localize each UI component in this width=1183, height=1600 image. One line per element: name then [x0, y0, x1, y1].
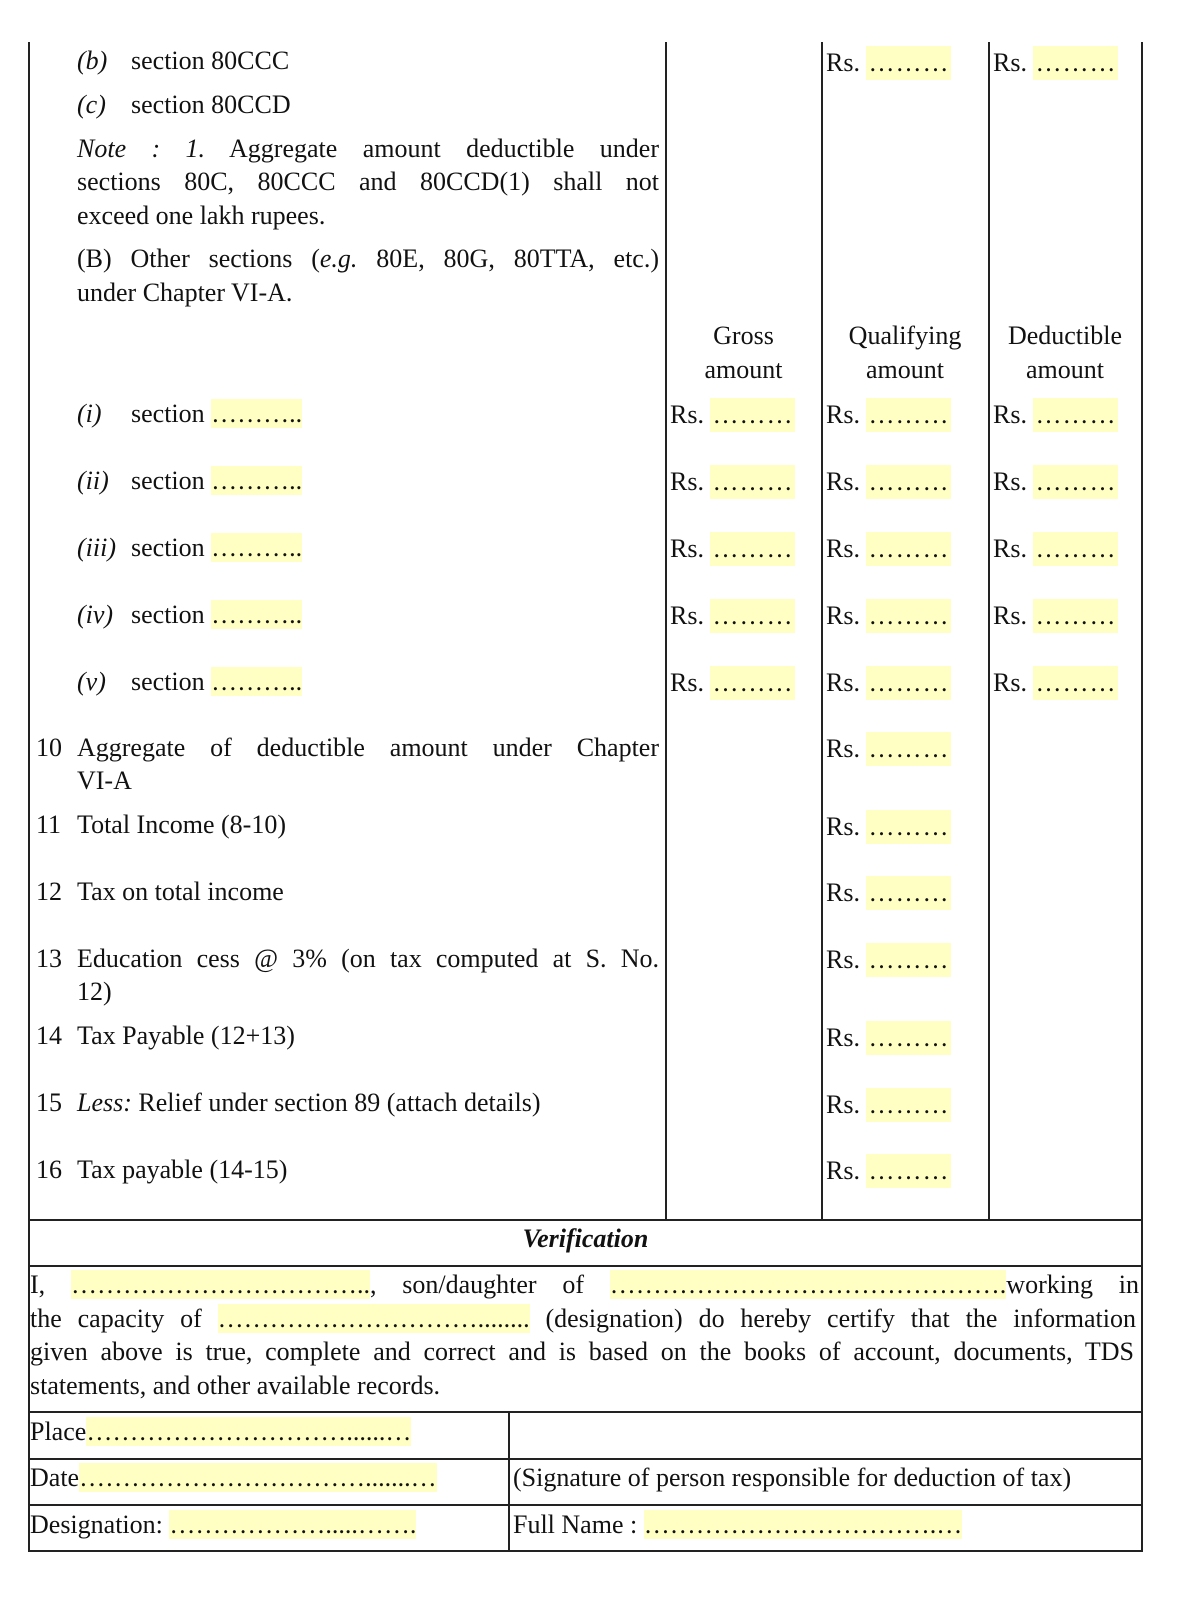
item-16-number: 16 — [36, 1155, 62, 1184]
item-13-text-cont: 12) — [77, 977, 112, 1006]
qualifying-column-divider — [821, 42, 823, 1220]
sub-text: section ……….. — [131, 399, 303, 428]
item-13-text: Education cess @ 3% (on tax computed at S. No. — [77, 944, 659, 973]
date-field[interactable]: …………………………….......… — [79, 1463, 437, 1492]
signature-column-divider — [508, 1411, 510, 1551]
education-cess-field[interactable]: Rs. ……… — [826, 943, 951, 977]
item-c-label: (c) — [77, 90, 106, 119]
sub-label: (i) — [77, 399, 102, 428]
gross-amount-header: Gross amount — [704, 321, 783, 384]
item-11-text: Total Income (8-10) — [77, 810, 286, 839]
qualifying-amount-field[interactable]: Rs. ……… — [826, 599, 951, 633]
full-name-field[interactable]: …………………………….… — [643, 1510, 963, 1539]
deductible-amount-field[interactable]: Rs. ……… — [993, 599, 1118, 633]
gross-amount-field[interactable]: Rs. ……… — [670, 666, 795, 700]
item-10-text-cont: VI-A — [77, 766, 132, 795]
qualifying-amount-field[interactable]: Rs. ……… — [826, 465, 951, 499]
item-13-number: 13 — [36, 944, 62, 973]
gross-amount-field[interactable]: Rs. ……… — [670, 398, 795, 432]
item-16-text: Tax payable (14-15) — [77, 1155, 288, 1184]
place-field[interactable]: …………………………......… — [86, 1417, 412, 1446]
item-b-text: section 80CCC — [131, 46, 290, 75]
full-name-row: Full Name : …………………………….… — [513, 1510, 963, 1539]
signature-table-top — [28, 1411, 1143, 1413]
verification-top-border — [28, 1219, 1143, 1221]
section-number-field[interactable]: ……….. — [211, 399, 303, 428]
sub-label: (iv) — [77, 600, 114, 629]
gross-amount-field[interactable]: Rs. ……… — [670, 532, 795, 566]
item-10-text: Aggregate of deductible amount under Chapter — [77, 733, 659, 762]
section-number-field[interactable]: ……….. — [211, 667, 303, 696]
deductible-amount-field[interactable]: Rs. ……… — [993, 465, 1118, 499]
item-c-text: section 80CCD — [131, 90, 291, 119]
item-b-label: (b) — [77, 46, 108, 75]
relief-89-field[interactable]: Rs. ……… — [826, 1088, 951, 1122]
name-field[interactable]: …………………………….. — [70, 1270, 370, 1299]
sub-label: (ii) — [77, 466, 109, 495]
right-border — [1141, 42, 1143, 1552]
deductible-amount-field[interactable]: Rs. ……… — [993, 532, 1118, 566]
verification-line-2: the capacity of …………………………........ (designation) do hereby certify that the information — [30, 1304, 1136, 1333]
item-10-number: 10 — [36, 733, 62, 762]
item-15-number: 15 — [36, 1088, 62, 1117]
qualifying-amount-field[interactable]: Rs. ……… — [826, 398, 951, 432]
deductible-amount-field[interactable]: Rs. ……… — [993, 398, 1118, 432]
sub-label: (v) — [77, 667, 106, 696]
sub-text: section ……….. — [131, 466, 303, 495]
tax-payable-field[interactable]: Rs. ……… — [826, 1021, 951, 1055]
designation-row: Designation: ……………….....……. — [30, 1510, 417, 1539]
signature-table-bottom — [28, 1550, 1143, 1552]
other-sections-line-2: under Chapter VI-A. — [77, 278, 293, 307]
left-border — [28, 42, 30, 1220]
item-11-number: 11 — [36, 810, 62, 839]
verification-title: Verification — [522, 1224, 649, 1253]
qualifying-amount-field[interactable]: Rs. ……… — [826, 666, 951, 700]
signature-row-divider-1 — [28, 1458, 1143, 1460]
qualifying-amount-field[interactable]: Rs. ……… — [826, 532, 951, 566]
gross-amount-field[interactable]: Rs. ……… — [670, 599, 795, 633]
qualifying-amount-header: Qualifying amount — [848, 321, 962, 384]
amount-field[interactable]: Rs. ……… — [993, 46, 1118, 80]
section-number-field[interactable]: ……….. — [211, 600, 303, 629]
tax-on-income-field[interactable]: Rs. ……… — [826, 876, 951, 910]
deductible-column-divider — [988, 42, 990, 1220]
sub-text: section ……….. — [131, 667, 303, 696]
father-name-field[interactable]: ………………………………………. — [609, 1270, 1007, 1299]
total-income-field[interactable]: Rs. ……… — [826, 810, 951, 844]
net-tax-payable-field[interactable]: Rs. ……… — [826, 1154, 951, 1188]
note-line-1: Note : 1. Aggregate amount deductible under — [77, 134, 659, 163]
verification-line-3: given above is true, complete and correct and is based on the books of account, documents, TDS — [30, 1337, 1134, 1366]
item-15-text: Less: Relief under section 89 (attach details) — [77, 1088, 541, 1117]
section-number-field[interactable]: ……….. — [211, 466, 303, 495]
section-number-field[interactable]: ……….. — [211, 533, 303, 562]
item-14-text: Tax Payable (12+13) — [77, 1021, 295, 1050]
capacity-field[interactable]: …………………………........ — [217, 1304, 530, 1333]
signature-caption: (Signature of person responsible for deduction of tax) — [513, 1463, 1072, 1492]
other-sections-line-1: (B) Other sections (e.g. 80E, 80G, 80TTA, etc.) — [77, 244, 659, 273]
place-row: Place…………………………......… — [30, 1417, 412, 1446]
verification-line-1: I, …………………………….., son/daughter of ……………………………………….working in — [30, 1270, 1139, 1299]
gross-amount-field[interactable]: Rs. ……… — [670, 465, 795, 499]
deductible-amount-header: Deductible amount — [1007, 321, 1123, 384]
sub-text: section ……….. — [131, 533, 303, 562]
item-14-number: 14 — [36, 1021, 62, 1050]
note-line-2: sections 80C, 80CCC and 80CCD(1) shall not — [77, 167, 659, 196]
sub-text: section ……….. — [131, 600, 303, 629]
note-line-3: exceed one lakh rupees. — [77, 201, 326, 230]
date-row: Date…………………………….......… — [30, 1463, 437, 1492]
verification-line-4: statements, and other available records. — [30, 1371, 441, 1400]
amount-field[interactable]: Rs. ……… — [826, 46, 951, 80]
item-12-text: Tax on total income — [77, 877, 284, 906]
aggregate-deductible-field[interactable]: Rs. ……… — [826, 732, 951, 766]
sub-label: (iii) — [77, 533, 116, 562]
signature-row-divider-2 — [28, 1504, 1143, 1506]
item-12-number: 12 — [36, 877, 62, 906]
designation-field[interactable]: ……………….....……. — [169, 1510, 417, 1539]
gross-column-divider — [665, 42, 667, 1220]
verification-title-border — [28, 1265, 1143, 1267]
deductible-amount-field[interactable]: Rs. ……… — [993, 666, 1118, 700]
